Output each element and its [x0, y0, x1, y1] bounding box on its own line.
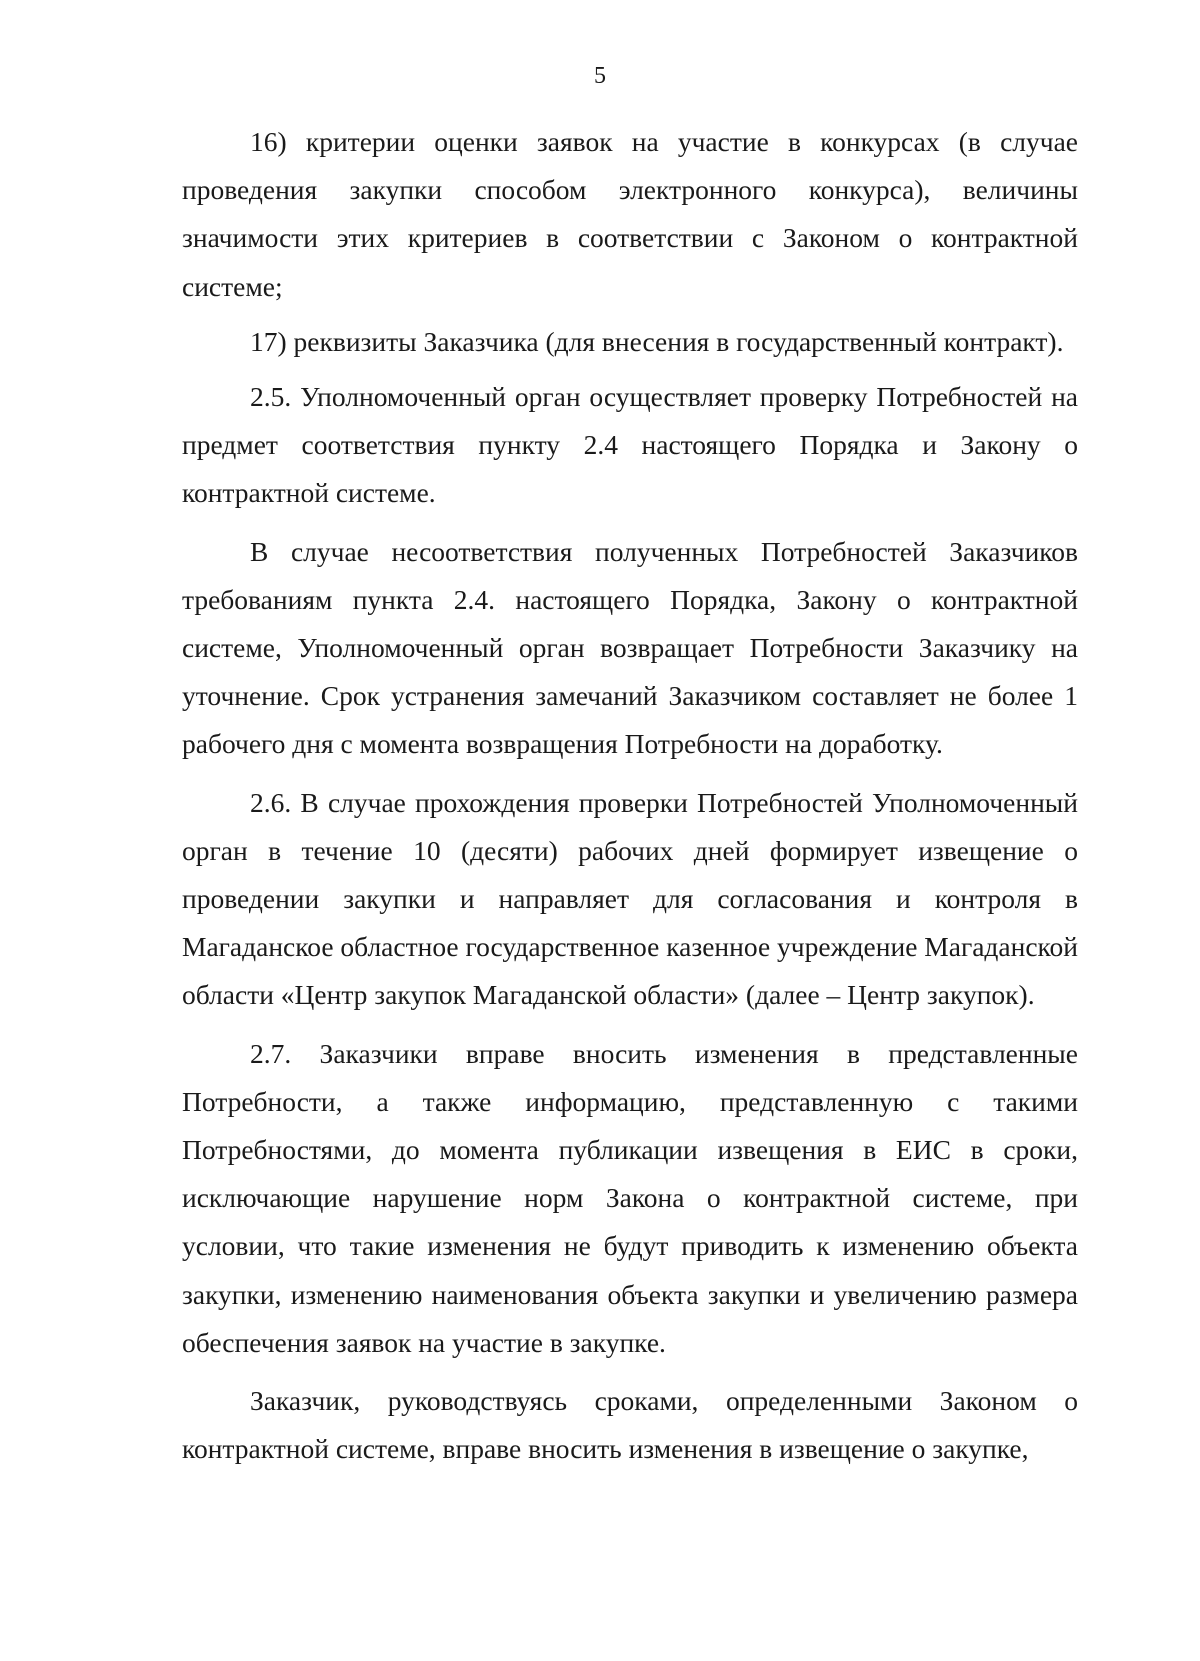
paragraph-nonconformity: В случае несоответствия полученных Потребностей Заказчиков требованиям пункта 2.4. настоящего Порядка, Закону о контрактной системе, Уполномоченный орган возвращает Потребности Заказчику на уточнение. Срок устранения замечаний Заказчиком составляет не более 1 рабочего дня с момента возвращения Потребности на доработку. — [182, 535, 1078, 760]
paragraph-2-6: 2.6. В случае прохождения проверки Потребностей Уполномоченный орган в течение 10 (десяти) рабочих дней формирует извещение о проведении закупки и направляет для согласования и контроля в Магаданское областное государственное казенное учреждение Магаданской области «Центр закупок Магаданской области» (далее – Центр закупок). — [182, 786, 1078, 1011]
page-number: 5 — [594, 63, 606, 89]
paragraph-item-16: 16) критерии оценки заявок на участие в конкурсах (в случае проведения закупки способом электронного конкурса), величины значимости этих критериев в соответствии с Законом о контрактной системе; — [182, 126, 1078, 302]
paragraph-item-17: 17) реквизиты Заказчика (для внесения в государственный контракт). — [250, 325, 1064, 357]
paragraph-2-5: 2.5. Уполномоченный орган осуществляет проверку Потребностей на предмет соответствия пункту 2.4 настоящего Порядка и Закону о контрактной системе. — [182, 381, 1078, 509]
paragraph-customer-changes: Заказчик, руководствуясь сроками, определенными Законом о контрактной системе, вправе вносить изменения в извещение о закупке, — [182, 1385, 1078, 1465]
document-body — [182, 118, 1078, 1473]
paragraph-2-7: 2.7. Заказчики вправе вносить изменения в представленные Потребности, а также информацию, представленную с такими Потребностями, до момента публикации извещения в ЕИС в сроки, исключающие нарушение норм Закона о контрактной системе, при условии, что такие изменения не будут приводить к изменению объекта закупки, изменению наименования объекта закупки и увеличению размера обеспечения заявок на участие в закупке. — [182, 1037, 1078, 1358]
